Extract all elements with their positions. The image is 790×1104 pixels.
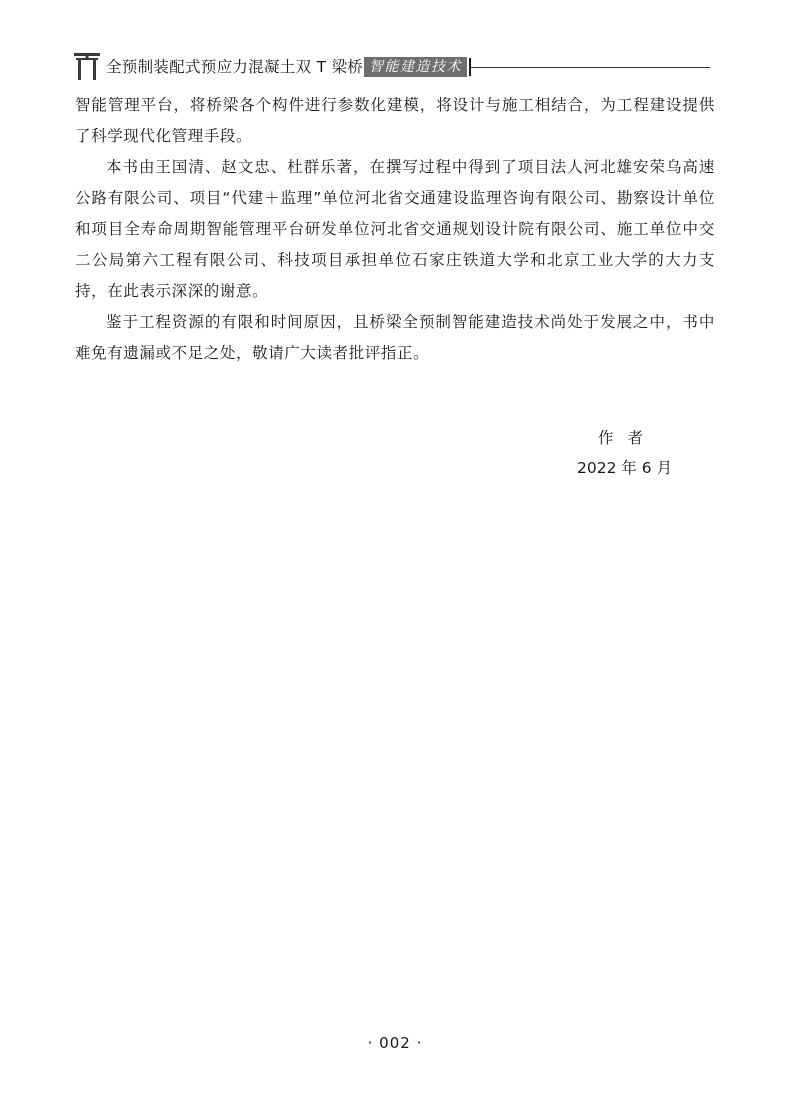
paragraph-acknowledgements: 本书由王国清、赵文忠、杜群乐著，在撰写过程中得到了项目法人河北雄安荣乌高速公路有限公司、项目“代建＋监理”单位河北省交通建设监理咨询有限公司、勘察设计单位和项目全寿命周期智能管理平台研发单位河北省交通规划设计院有限公司、施工单位中交二公局第六工程有限公司、科技项目承担单位石家庄铁道大学和北京工业大学的大力支持，在此表示深深的谢意。 [75,158,715,300]
book-title: 全预制装配式预应力混凝土双 T 梁桥 [106,58,364,76]
header-rule [471,67,710,68]
book-subtitle-badge: 智能建造技术 [364,57,467,77]
signature-date: 2022 年 6 月 [577,459,673,477]
paragraph-continued: 智能管理平台，将桥梁各个构件进行参数化建模，将设计与施工相结合，为工程建设提供了科学现代化管理手段。 [75,96,715,145]
preface-body [75,90,715,369]
signature-author: 作者 [598,429,658,447]
page-number: · 002 · [367,1034,423,1052]
paragraph-disclaimer: 鉴于工程资源的有限和时间原因，且桥梁全预制智能建造技术尚处于发展之中，书中难免有遗漏或不足之处，敬请广大读者批评指正。 [75,313,715,362]
torii-gate-icon [74,52,100,80]
running-header [74,52,714,82]
